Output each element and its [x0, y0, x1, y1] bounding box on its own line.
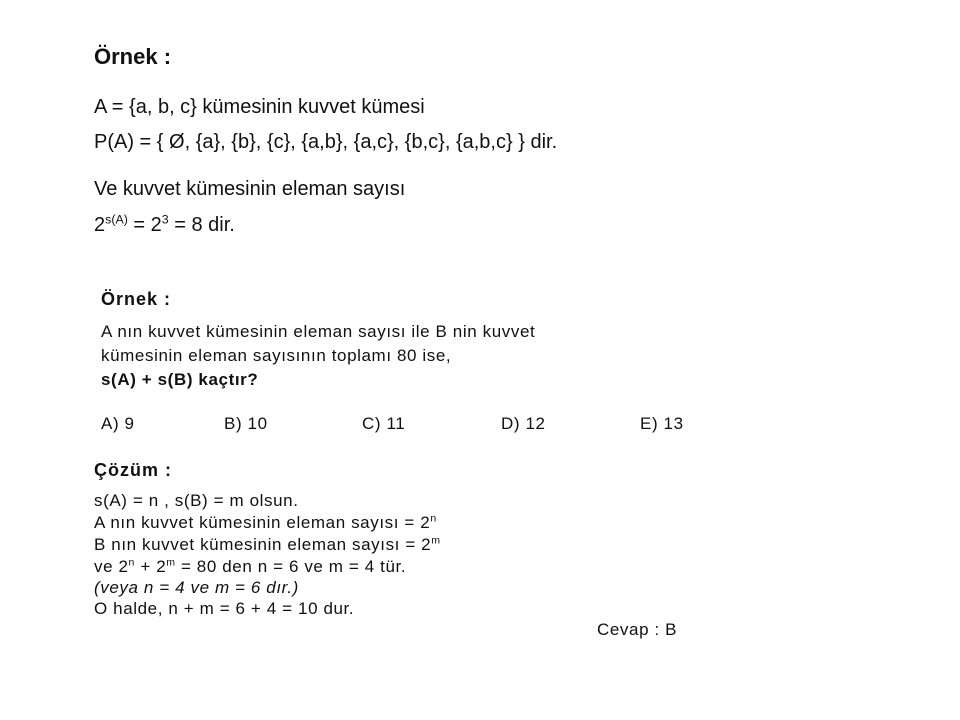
formula-exp1: s(A)	[105, 212, 128, 227]
solution-line4-a: ve 2	[94, 557, 129, 576]
example2-question-line1: A nın kuvvet kümesinin eleman sayısı ile B nin kuvvet	[101, 322, 536, 341]
solution-line4	[94, 557, 406, 577]
option-b: B) 10	[224, 414, 268, 433]
solution-line4-b: + 2	[135, 557, 167, 576]
option-a: A) 9	[101, 414, 135, 433]
solution-line6: O halde, n + m = 6 + 4 = 10 dur.	[94, 599, 355, 618]
solution-line3-text: B nın kuvvet kümesinin eleman sayısı = 2	[94, 535, 432, 554]
example1-line2: P(A) = { Ø, {a}, {b}, {c}, {a,b}, {a,c}, {b,c}, {a,b,c} } dir.	[94, 131, 558, 153]
formula-base1: 2	[94, 214, 106, 236]
solution-line2-exp: n	[430, 512, 437, 525]
solution-line2	[94, 513, 437, 533]
answer-label: Cevap : B	[597, 620, 678, 639]
option-c: C) 11	[362, 414, 406, 433]
solution-title: Çözüm :	[94, 460, 172, 480]
formula-mid: = 2	[127, 214, 162, 236]
example2-title: Örnek :	[101, 289, 172, 309]
solution-line3-exp: m	[431, 534, 441, 547]
example2-question-line2: kümesinin eleman sayısının toplamı 80 ise,	[101, 346, 452, 365]
solution-line5: (veya n = 4 ve m = 6 dır.)	[94, 578, 299, 597]
solution-line4-exp1: n	[128, 556, 136, 569]
option-e: E) 13	[640, 414, 684, 433]
formula-tail: = 8 dir.	[168, 214, 235, 236]
example1-line1: A = {a, b, c} kümesinin kuvvet kümesi	[94, 96, 425, 118]
solution-line1: s(A) = n , s(B) = m olsun.	[94, 491, 299, 510]
formula-exp2: 3	[161, 212, 169, 227]
example2-question-line3: s(A) + s(B) kaçtır?	[101, 370, 259, 389]
solution-line3	[94, 535, 441, 555]
solution-line4-exp2: m	[166, 556, 176, 569]
solution-line4-c: = 80 den n = 6 ve m = 4 tür.	[175, 557, 407, 576]
example1-line3: Ve kuvvet kümesinin eleman sayısı	[94, 178, 406, 200]
solution-line2-text: A nın kuvvet kümesinin eleman sayısı = 2	[94, 513, 431, 532]
option-d: D) 12	[501, 414, 546, 433]
example1-title: Örnek :	[94, 44, 172, 69]
example1-formula	[94, 214, 235, 237]
